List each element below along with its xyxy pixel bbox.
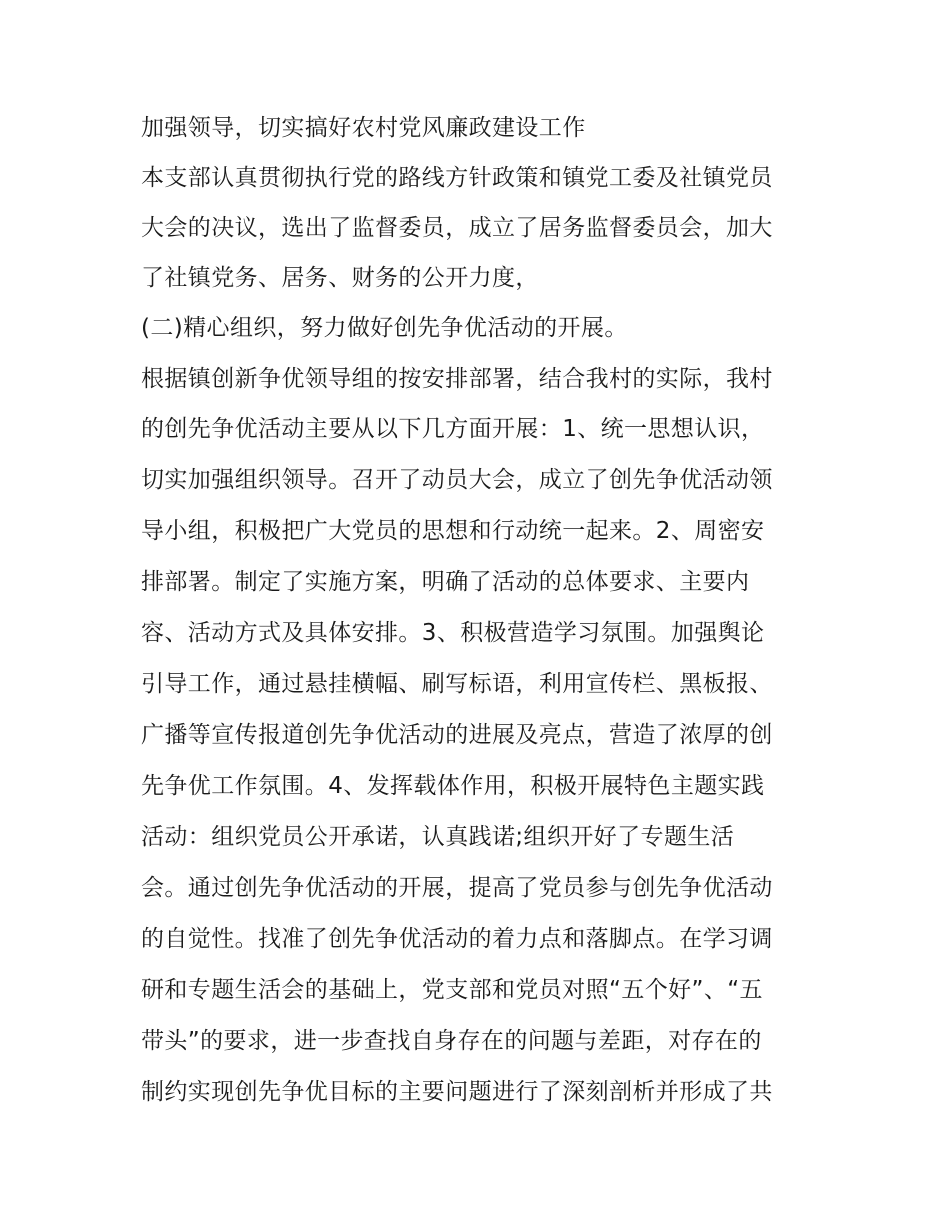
text-line: 切实加强组织领导。召开了动员大会，成立了创先争优活动领 <box>141 467 773 493</box>
text-line: 研和专题生活会的基础上，党支部和党员对照“五个好”、“五 <box>141 977 763 1003</box>
text-line: 导小组，积极把广大党员的思想和行动统一起来。2、周密安 <box>141 518 765 544</box>
heading-line: 加强领导，切实搞好农村党风廉政建设工作 <box>141 115 586 141</box>
text-line: 先争优工作氛围。4、发挥载体作用，积极开展特色主题实践 <box>141 773 765 799</box>
text-line: 的自觉性。找准了创先争优活动的着力点和落脚点。在学习调 <box>141 926 773 952</box>
text-line: 带头”的要求，进一步查找自身存在的问题与差距，对存在的 <box>141 1028 762 1054</box>
text-line: 活动：组织党员公开承诺，认真践诺;组织开好了专题生活 <box>141 824 735 850</box>
text-line: 会。通过创先争优活动的开展，提高了党员参与创先争优活动 <box>141 875 773 901</box>
text-line: 引导工作，通过悬挂横幅、刷写标语，利用宣传栏、黑板报、 <box>141 671 773 697</box>
text-line: 制约实现创先争优目标的主要问题进行了深刻剖析并形成了共 <box>141 1079 773 1105</box>
text-line: 大会的决议，选出了监督委员，成立了居务监督委员会，加大 <box>141 215 773 241</box>
text-line: 广播等宣传报道创先争优活动的进展及亮点，营造了浓厚的创 <box>141 722 773 748</box>
section-heading-line: (二)精心组织，努力做好创先争优活动的开展。 <box>141 315 628 341</box>
text-line: 本支部认真贯彻执行党的路线方针政策和镇党工委及社镇党员 <box>141 165 773 191</box>
text-line: 的创先争优活动主要从以下几方面开展：1、统一思想认识， <box>141 416 765 442</box>
text-line: 排部署。制定了实施方案，明确了活动的总体要求、主要内 <box>141 569 750 595</box>
text-line: 容、活动方式及具体安排。3、积极营造学习氛围。加强舆论 <box>141 620 765 646</box>
text-line: 了社镇党务、居务、财务的公开力度， <box>141 265 539 291</box>
text-line: 根据镇创新争优领导组的按安排部署，结合我村的实际，我村 <box>141 366 773 392</box>
